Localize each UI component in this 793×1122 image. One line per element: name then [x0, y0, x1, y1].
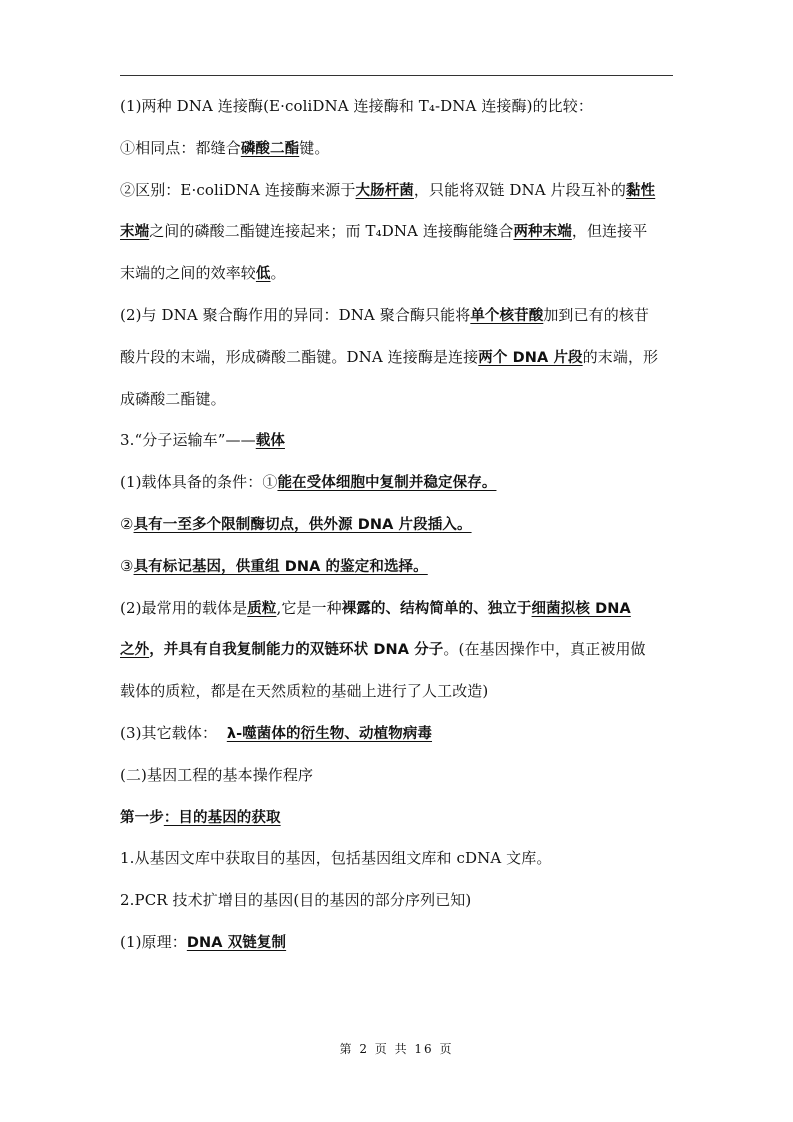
answer-blank: 末端 [120, 224, 150, 241]
text-line: ③具有标记基因，供重组 DNA 的鉴定和选择。 [120, 556, 428, 575]
text-line: ②具有一至多个限制酶切点，供外源 DNA 片段插入。 [120, 514, 472, 533]
answer-blank: 细菌拟核 DNA [531, 600, 631, 617]
answer-blank: 大肠杆菌 [355, 182, 414, 199]
answer-blank: 两种末端 [513, 224, 572, 241]
answer-blank: 能在受体细胞中复制并稳定保存。 [277, 475, 497, 492]
text-line: 3.“分子运输车”——载体 [120, 431, 285, 450]
answer-blank: 低 [255, 266, 271, 283]
text-line: (3)其它载体： λ-噬菌体的衍生物、动植物病毒 [120, 723, 433, 742]
bold-phrase: 裸露的、结构简单的、独立于 [341, 600, 532, 617]
bold-phrase: ，并具有自我复制能力的双链环状 DNA 分子 [149, 642, 444, 659]
answer-blank: 磷酸二酯 [240, 140, 300, 157]
text-line: (2)与 DNA 聚合酶作用的异同：DNA 聚合酶只能将单个核苷酸加到已有的核苷 [120, 305, 650, 324]
text-line: 之外，并具有自我复制能力的双链环状 DNA 分子。(在基因操作中，真正被用做 [120, 640, 646, 659]
section-heading: (二)基因工程的基本操作程序 [120, 765, 314, 784]
answer-blank: 单个核苷酸 [470, 307, 544, 324]
answer-blank: 具有一至多个限制酶切点，供外源 DNA 片段插入。 [133, 516, 472, 533]
text-line: 成磷酸二酯键。 [120, 389, 226, 408]
text-line: (1)两种 DNA 连接酶(E·coliDNA 连接酶和 T₄-DNA 连接酶)的比较： [120, 97, 593, 115]
text-line: 2.PCR 技术扩增目的基因(目的基因的部分序列已知) [120, 891, 472, 910]
answer-blank: ：目的基因的获取 [163, 809, 281, 826]
answer-blank: 两个 DNA 片段 [478, 349, 583, 366]
document-body [120, 94, 680, 972]
answer-blank: DNA 双链复制 [186, 934, 287, 951]
answer-blank: 之外 [120, 642, 150, 659]
step-heading: 第一步：目的基因的获取 [120, 809, 281, 826]
answer-blank: 载体 [255, 433, 285, 450]
text-line: (2)最常用的载体是质粒,它是一种裸露的、结构简单的、独立于细菌拟核 DNA [120, 598, 631, 617]
answer-blank: 质粒 [247, 600, 277, 617]
text-line: (1)原理：DNA 双链复制 [120, 932, 287, 951]
text-line: ②区别：E·coliDNA 连接酶来源于大肠杆菌，只能将双链 DNA 片段互补的黏性 [120, 180, 656, 199]
text-line: (1)载体具备的条件：①能在受体细胞中复制并稳定保存。 [120, 473, 497, 492]
text-line: 末端之间的磷酸二酯键连接起来；而 T₄DNA 连接酶能缝合两种末端，但连接平 [120, 222, 648, 241]
answer-blank: 黏性 [626, 182, 656, 199]
text-line: 1.从基因文库中获取目的基因，包括基因组文库和 cDNA 文库。 [120, 849, 552, 868]
text-line: 酸片段的末端，形成磷酸二酯键。DNA 连接酶是连接两个 DNA 片段的末端，形 [120, 347, 659, 366]
page-footer: 第 2 页 共 16 页 [339, 1042, 454, 1056]
text-line: ①相同点：都缝合磷酸二酯键。 [120, 138, 330, 157]
answer-blank: λ-噬菌体的衍生物、动植物病毒 [226, 725, 433, 742]
header-rule [120, 75, 673, 76]
text-line: 载体的质粒，都是在天然质粒的基础上进行了人工改造) [120, 682, 489, 701]
text-line: 末端的之间的效率较低。 [120, 264, 286, 283]
answer-blank: 具有标记基因，供重组 DNA 的鉴定和选择。 [133, 558, 428, 575]
